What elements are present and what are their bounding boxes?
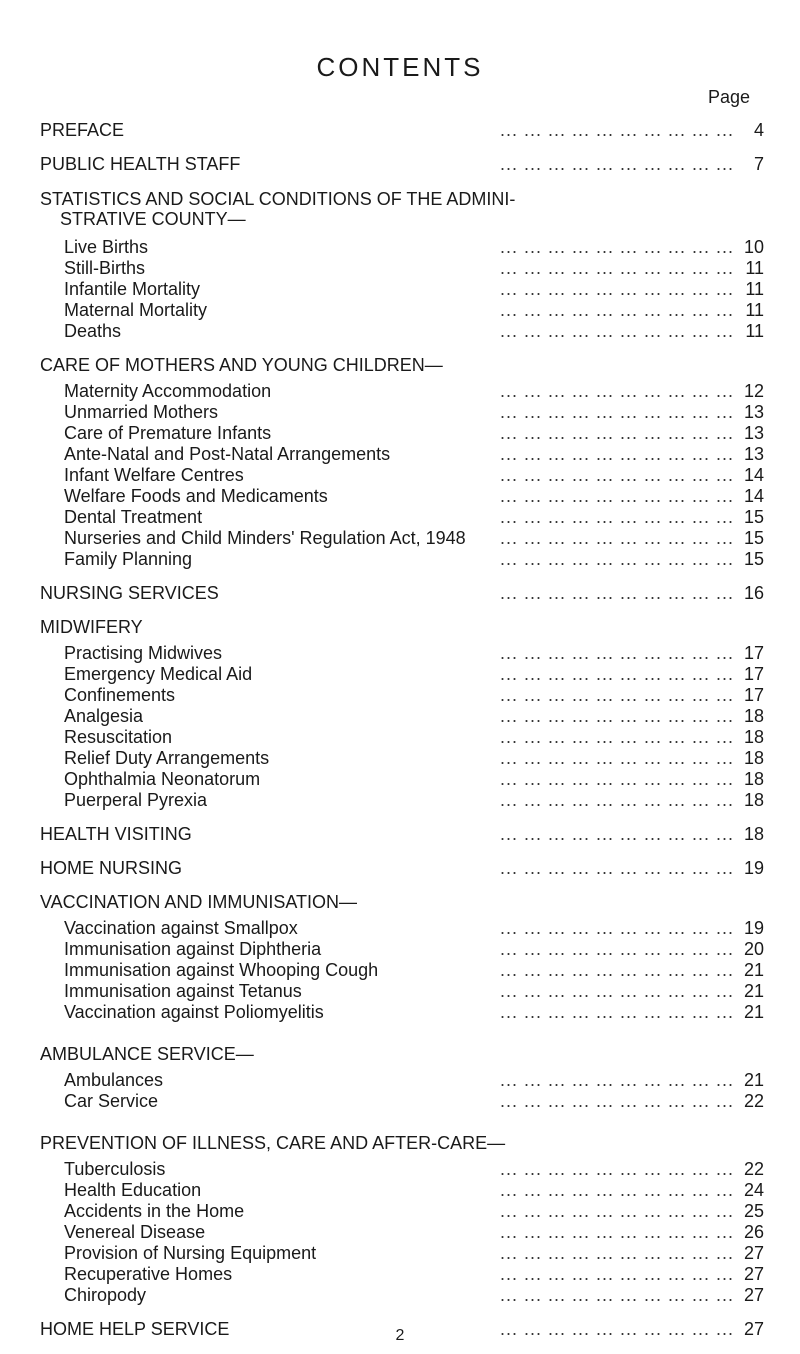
entry-page-number: 17 bbox=[743, 643, 764, 663]
entry-label: Ante-Natal and Post-Natal Arrangements bbox=[64, 444, 391, 464]
leader-dots: ... ... ... ... ... ... ... ... ... ... bbox=[499, 706, 734, 726]
entry-page-number: 18 bbox=[743, 706, 764, 726]
entry-page-number: 19 bbox=[743, 918, 764, 938]
leader-dots: ... ... ... ... ... ... ... ... ... ... bbox=[499, 1201, 734, 1221]
section-heading: STRATIVE COUNTY— bbox=[60, 209, 246, 229]
leader-dots: ... ... ... ... ... ... ... ... ... ... bbox=[499, 549, 734, 569]
entry-page-number: 26 bbox=[743, 1222, 764, 1242]
leader-dots: ... ... ... ... ... ... ... ... ... ... bbox=[499, 1243, 734, 1263]
entry-label: PUBLIC HEALTH STAFF bbox=[40, 154, 241, 174]
entry-page-number: 13 bbox=[743, 402, 764, 422]
entry-page-number: 11 bbox=[745, 279, 764, 299]
leader-dots: ... ... ... ... ... ... ... ... ... ... bbox=[499, 154, 734, 174]
entry-page-number: 16 bbox=[743, 583, 764, 603]
leader-dots: ... ... ... ... ... ... ... ... ... ... bbox=[499, 237, 734, 257]
toc-subentry bbox=[0, 1000, 800, 1024]
entry-label: Welfare Foods and Medicaments bbox=[64, 486, 328, 506]
leader-dots: ... ... ... ... ... ... ... ... ... ... bbox=[499, 769, 734, 789]
leader-dots: ... ... ... ... ... ... ... ... ... ... bbox=[499, 279, 734, 299]
entry-label: Vaccination against Smallpox bbox=[64, 918, 298, 938]
entry-page-number: 14 bbox=[743, 486, 764, 506]
toc-section-entry bbox=[0, 822, 800, 846]
leader-dots: ... ... ... ... ... ... ... ... ... ... bbox=[499, 1285, 734, 1305]
leader-dots: ... ... ... ... ... ... ... ... ... ... bbox=[499, 381, 734, 401]
leader-dots: ... ... ... ... ... ... ... ... ... ... bbox=[499, 918, 734, 938]
leader-dots: ... ... ... ... ... ... ... ... ... ... bbox=[499, 444, 734, 464]
entry-label: Dental Treatment bbox=[64, 507, 203, 527]
leader-dots: ... ... ... ... ... ... ... ... ... ... bbox=[499, 1222, 734, 1242]
leader-dots: ... ... ... ... ... ... ... ... ... ... bbox=[499, 1091, 734, 1111]
entry-label: Health Education bbox=[64, 1180, 202, 1200]
entry-label: Live Births bbox=[64, 237, 149, 257]
entry-label: Unmarried Mothers bbox=[64, 402, 219, 422]
entry-page-number: 21 bbox=[743, 981, 764, 1001]
entry-page-number: 15 bbox=[743, 549, 764, 569]
entry-label: HOME NURSING bbox=[40, 858, 183, 878]
entry-page-number: 11 bbox=[745, 321, 764, 341]
entry-page-number: 22 bbox=[743, 1091, 764, 1111]
leader-dots: ... ... ... ... ... ... ... ... ... ... bbox=[499, 1319, 734, 1339]
toc-subentry bbox=[0, 1283, 800, 1307]
entry-label: Emergency Medical Aid bbox=[64, 664, 253, 684]
page-column-header: Page bbox=[707, 87, 750, 107]
entry-page-number: 21 bbox=[743, 1070, 764, 1090]
leader-dots: ... ... ... ... ... ... ... ... ... ... bbox=[499, 1264, 734, 1284]
entry-page-number: 12 bbox=[743, 381, 764, 401]
entry-label: HOME HELP SERVICE bbox=[40, 1319, 230, 1339]
entry-label: Nurseries and Child Minders' Regulation Act, 1948 bbox=[64, 528, 466, 548]
entry-label: Practising Midwives bbox=[64, 643, 223, 663]
entry-label: Confinements bbox=[64, 685, 176, 705]
leader-dots: ... ... ... ... ... ... ... ... ... ... bbox=[499, 858, 734, 878]
entry-page-number: 22 bbox=[743, 1159, 764, 1179]
leader-dots: ... ... ... ... ... ... ... ... ... ... bbox=[499, 258, 734, 278]
entry-label: PREFACE bbox=[40, 120, 125, 140]
toc-section-entry bbox=[0, 856, 800, 880]
leader-dots: ... ... ... ... ... ... ... ... ... ... bbox=[499, 1002, 734, 1022]
entry-label: Still-Births bbox=[64, 258, 146, 278]
entry-label: Relief Duty Arrangements bbox=[64, 748, 270, 768]
entry-page-number: 17 bbox=[743, 664, 764, 684]
leader-dots: ... ... ... ... ... ... ... ... ... ... bbox=[499, 727, 734, 747]
entry-page-number: 18 bbox=[743, 824, 764, 844]
leader-dots: ... ... ... ... ... ... ... ... ... ... bbox=[499, 300, 734, 320]
section-heading: CARE OF MOTHERS AND YOUNG CHILDREN— bbox=[40, 355, 443, 375]
entry-page-number: 20 bbox=[743, 939, 764, 959]
entry-page-number: 27 bbox=[743, 1285, 764, 1305]
entry-label: Immunisation against Tetanus bbox=[64, 981, 302, 1001]
leader-dots: ... ... ... ... ... ... ... ... ... ... bbox=[499, 748, 734, 768]
entry-label: Family Planning bbox=[64, 549, 193, 569]
entry-label: Maternity Accommodation bbox=[64, 381, 272, 401]
entry-label: Recuperative Homes bbox=[64, 1264, 233, 1284]
section-heading: PREVENTION OF ILLNESS, CARE AND AFTER-CARE— bbox=[40, 1133, 506, 1153]
entry-label: HEALTH VISITING bbox=[40, 824, 192, 844]
entry-label: Vaccination against Poliomyelitis bbox=[64, 1002, 324, 1022]
page-title: CONTENTS bbox=[316, 52, 484, 82]
entry-label: Accidents in the Home bbox=[64, 1201, 245, 1221]
leader-dots: ... ... ... ... ... ... ... ... ... ... bbox=[499, 960, 734, 980]
leader-dots: ... ... ... ... ... ... ... ... ... ... bbox=[499, 528, 734, 548]
entry-label: Puerperal Pyrexia bbox=[64, 790, 208, 810]
leader-dots: ... ... ... ... ... ... ... ... ... ... bbox=[499, 824, 734, 844]
toc-subentry bbox=[0, 547, 800, 571]
entry-page-number: 18 bbox=[743, 748, 764, 768]
toc-subentry bbox=[0, 1089, 800, 1113]
entry-page-number: 25 bbox=[743, 1201, 764, 1221]
entry-page-number: 13 bbox=[743, 423, 764, 443]
entry-page-number: 17 bbox=[743, 685, 764, 705]
leader-dots: ... ... ... ... ... ... ... ... ... ... bbox=[499, 643, 734, 663]
entry-label: Deaths bbox=[64, 321, 122, 341]
toc-subentry bbox=[0, 319, 800, 343]
toc-subentry bbox=[0, 788, 800, 812]
leader-dots: ... ... ... ... ... ... ... ... ... ... bbox=[499, 939, 734, 959]
entry-label: Provision of Nursing Equipment bbox=[64, 1243, 317, 1263]
entry-page-number: 11 bbox=[745, 300, 764, 320]
leader-dots: ... ... ... ... ... ... ... ... ... ... bbox=[499, 120, 734, 140]
entry-label: Maternal Mortality bbox=[64, 300, 208, 320]
entry-page-number: 14 bbox=[743, 465, 764, 485]
leader-dots: ... ... ... ... ... ... ... ... ... ... bbox=[499, 583, 734, 603]
leader-dots: ... ... ... ... ... ... ... ... ... ... bbox=[499, 790, 734, 810]
entry-label: Ambulances bbox=[64, 1070, 164, 1090]
page-number: 2 bbox=[395, 1327, 405, 1344]
entry-label: Resuscitation bbox=[64, 727, 173, 747]
toc-section-entry bbox=[0, 152, 800, 176]
entry-page-number: 11 bbox=[745, 258, 764, 278]
entry-page-number: 21 bbox=[743, 1002, 764, 1022]
leader-dots: ... ... ... ... ... ... ... ... ... ... bbox=[499, 1180, 734, 1200]
entry-page-number: 15 bbox=[743, 528, 764, 548]
leader-dots: ... ... ... ... ... ... ... ... ... ... bbox=[499, 507, 734, 527]
entry-page-number: 7 bbox=[753, 154, 764, 174]
entry-page-number: 19 bbox=[743, 858, 764, 878]
entry-page-number: 13 bbox=[743, 444, 764, 464]
entry-page-number: 27 bbox=[743, 1264, 764, 1284]
entry-label: Ophthalmia Neonatorum bbox=[64, 769, 261, 789]
entry-label: Chiropody bbox=[64, 1285, 147, 1305]
leader-dots: ... ... ... ... ... ... ... ... ... ... bbox=[499, 981, 734, 1001]
leader-dots: ... ... ... ... ... ... ... ... ... ... bbox=[499, 465, 734, 485]
section-heading: STATISTICS AND SOCIAL CONDITIONS OF THE ADMINI- bbox=[40, 189, 516, 209]
toc-section-entry bbox=[0, 581, 800, 605]
entry-page-number: 4 bbox=[753, 120, 764, 140]
entry-label: NURSING SERVICES bbox=[40, 583, 219, 603]
entry-label: Tuberculosis bbox=[64, 1159, 166, 1179]
entry-page-number: 18 bbox=[743, 727, 764, 747]
leader-dots: ... ... ... ... ... ... ... ... ... ... bbox=[499, 1159, 734, 1179]
leader-dots: ... ... ... ... ... ... ... ... ... ... bbox=[499, 423, 734, 443]
entry-label: Infantile Mortality bbox=[64, 279, 201, 299]
entry-label: Analgesia bbox=[64, 706, 144, 726]
section-heading: AMBULANCE SERVICE— bbox=[40, 1044, 254, 1064]
leader-dots: ... ... ... ... ... ... ... ... ... ... bbox=[499, 486, 734, 506]
entry-page-number: 10 bbox=[743, 237, 764, 257]
leader-dots: ... ... ... ... ... ... ... ... ... ... bbox=[499, 321, 734, 341]
entry-page-number: 21 bbox=[743, 960, 764, 980]
toc-section-entry bbox=[0, 118, 800, 142]
entry-page-number: 24 bbox=[743, 1180, 764, 1200]
leader-dots: ... ... ... ... ... ... ... ... ... ... bbox=[499, 664, 734, 684]
entry-page-number: 15 bbox=[743, 507, 764, 527]
entry-page-number: 18 bbox=[743, 790, 764, 810]
entry-label: Infant Welfare Centres bbox=[64, 465, 244, 485]
entry-page-number: 27 bbox=[743, 1243, 764, 1263]
entry-page-number: 27 bbox=[743, 1319, 764, 1339]
leader-dots: ... ... ... ... ... ... ... ... ... ... bbox=[499, 1070, 734, 1090]
entry-label: Immunisation against Whooping Cough bbox=[64, 960, 379, 980]
entry-label: Car Service bbox=[64, 1091, 159, 1111]
entry-label: Venereal Disease bbox=[64, 1222, 206, 1242]
leader-dots: ... ... ... ... ... ... ... ... ... ... bbox=[499, 402, 734, 422]
entry-page-number: 18 bbox=[743, 769, 764, 789]
section-heading: VACCINATION AND IMMUNISATION— bbox=[40, 892, 358, 912]
section-heading: MIDWIFERY bbox=[40, 617, 143, 637]
leader-dots: ... ... ... ... ... ... ... ... ... ... bbox=[499, 685, 734, 705]
entry-label: Immunisation against Diphtheria bbox=[64, 939, 322, 959]
entry-label: Care of Premature Infants bbox=[64, 423, 272, 443]
